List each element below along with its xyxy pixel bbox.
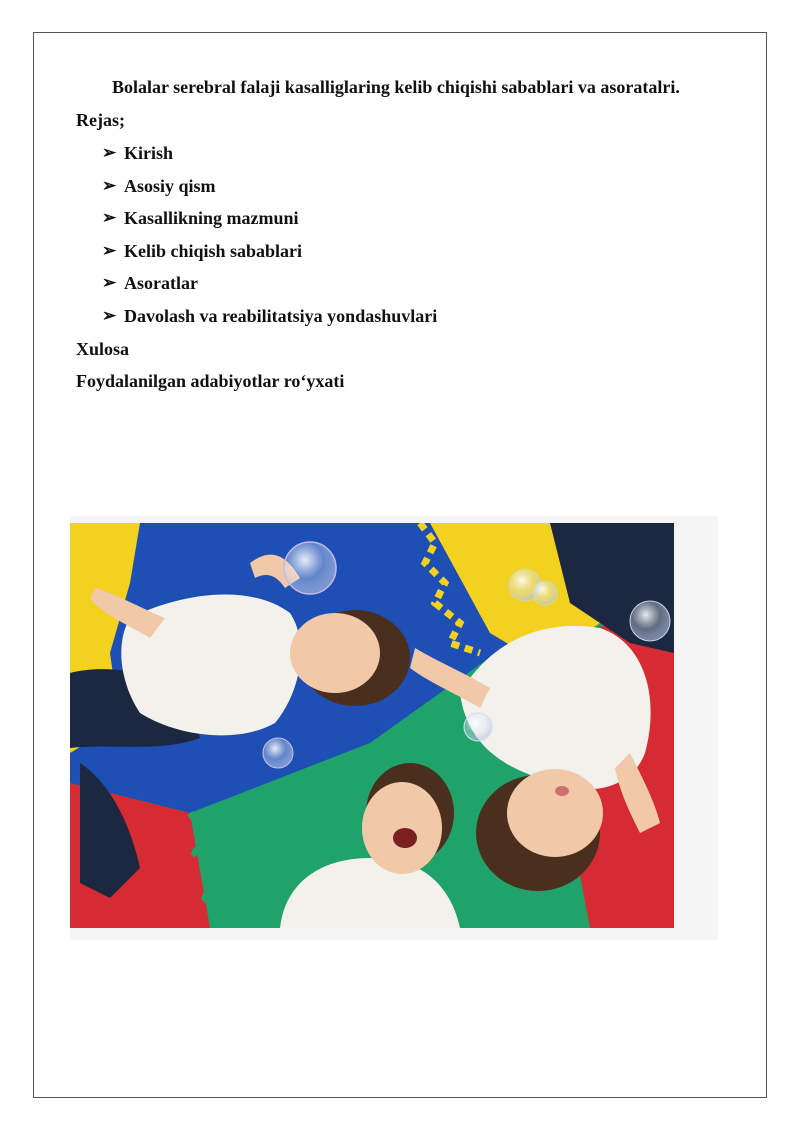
- bullet-arrow-icon: ➢: [102, 208, 117, 227]
- plan-heading: Rejas;: [76, 110, 125, 130]
- document-title: Bolalar serebral falaji kasalliglaring kelib chiqishi sabablari va asoratalri.: [112, 77, 680, 97]
- child-3-face: [362, 782, 442, 874]
- child-2-face: [507, 769, 603, 857]
- bullet-arrow-icon: ➢: [102, 273, 117, 292]
- references-heading: Foydalanilgan adabiyotlar ro‘yxati: [76, 371, 345, 391]
- photo-frame: [70, 516, 718, 940]
- bullet-arrow-icon: ➢: [102, 176, 117, 195]
- bullet-arrow-icon: ➢: [102, 241, 117, 260]
- bullet-arrow-icon: ➢: [102, 306, 117, 325]
- plan-item-sabablari: Kelib chiqish sabablari: [124, 241, 303, 261]
- plan-item-davolash: Davolash va reabilitatsiya yondashuvlari: [124, 306, 438, 326]
- conclusion-heading: Xulosa: [76, 339, 130, 359]
- bubble: [464, 713, 492, 741]
- bubble: [533, 581, 557, 605]
- bubble: [263, 738, 293, 768]
- plan-item-asoratlar: Asoratlar: [124, 273, 198, 293]
- plan-item-kirish: Kirish: [124, 143, 174, 163]
- bubble: [630, 601, 670, 641]
- bullet-arrow-icon: ➢: [102, 143, 117, 162]
- child-1-face: [290, 613, 380, 693]
- bubble: [284, 542, 336, 594]
- plan-item-asosiy-qism: Asosiy qism: [124, 176, 216, 196]
- plan-item-mazmuni: Kasallikning mazmuni: [124, 208, 299, 228]
- children-on-play-mat-photo: [70, 523, 674, 928]
